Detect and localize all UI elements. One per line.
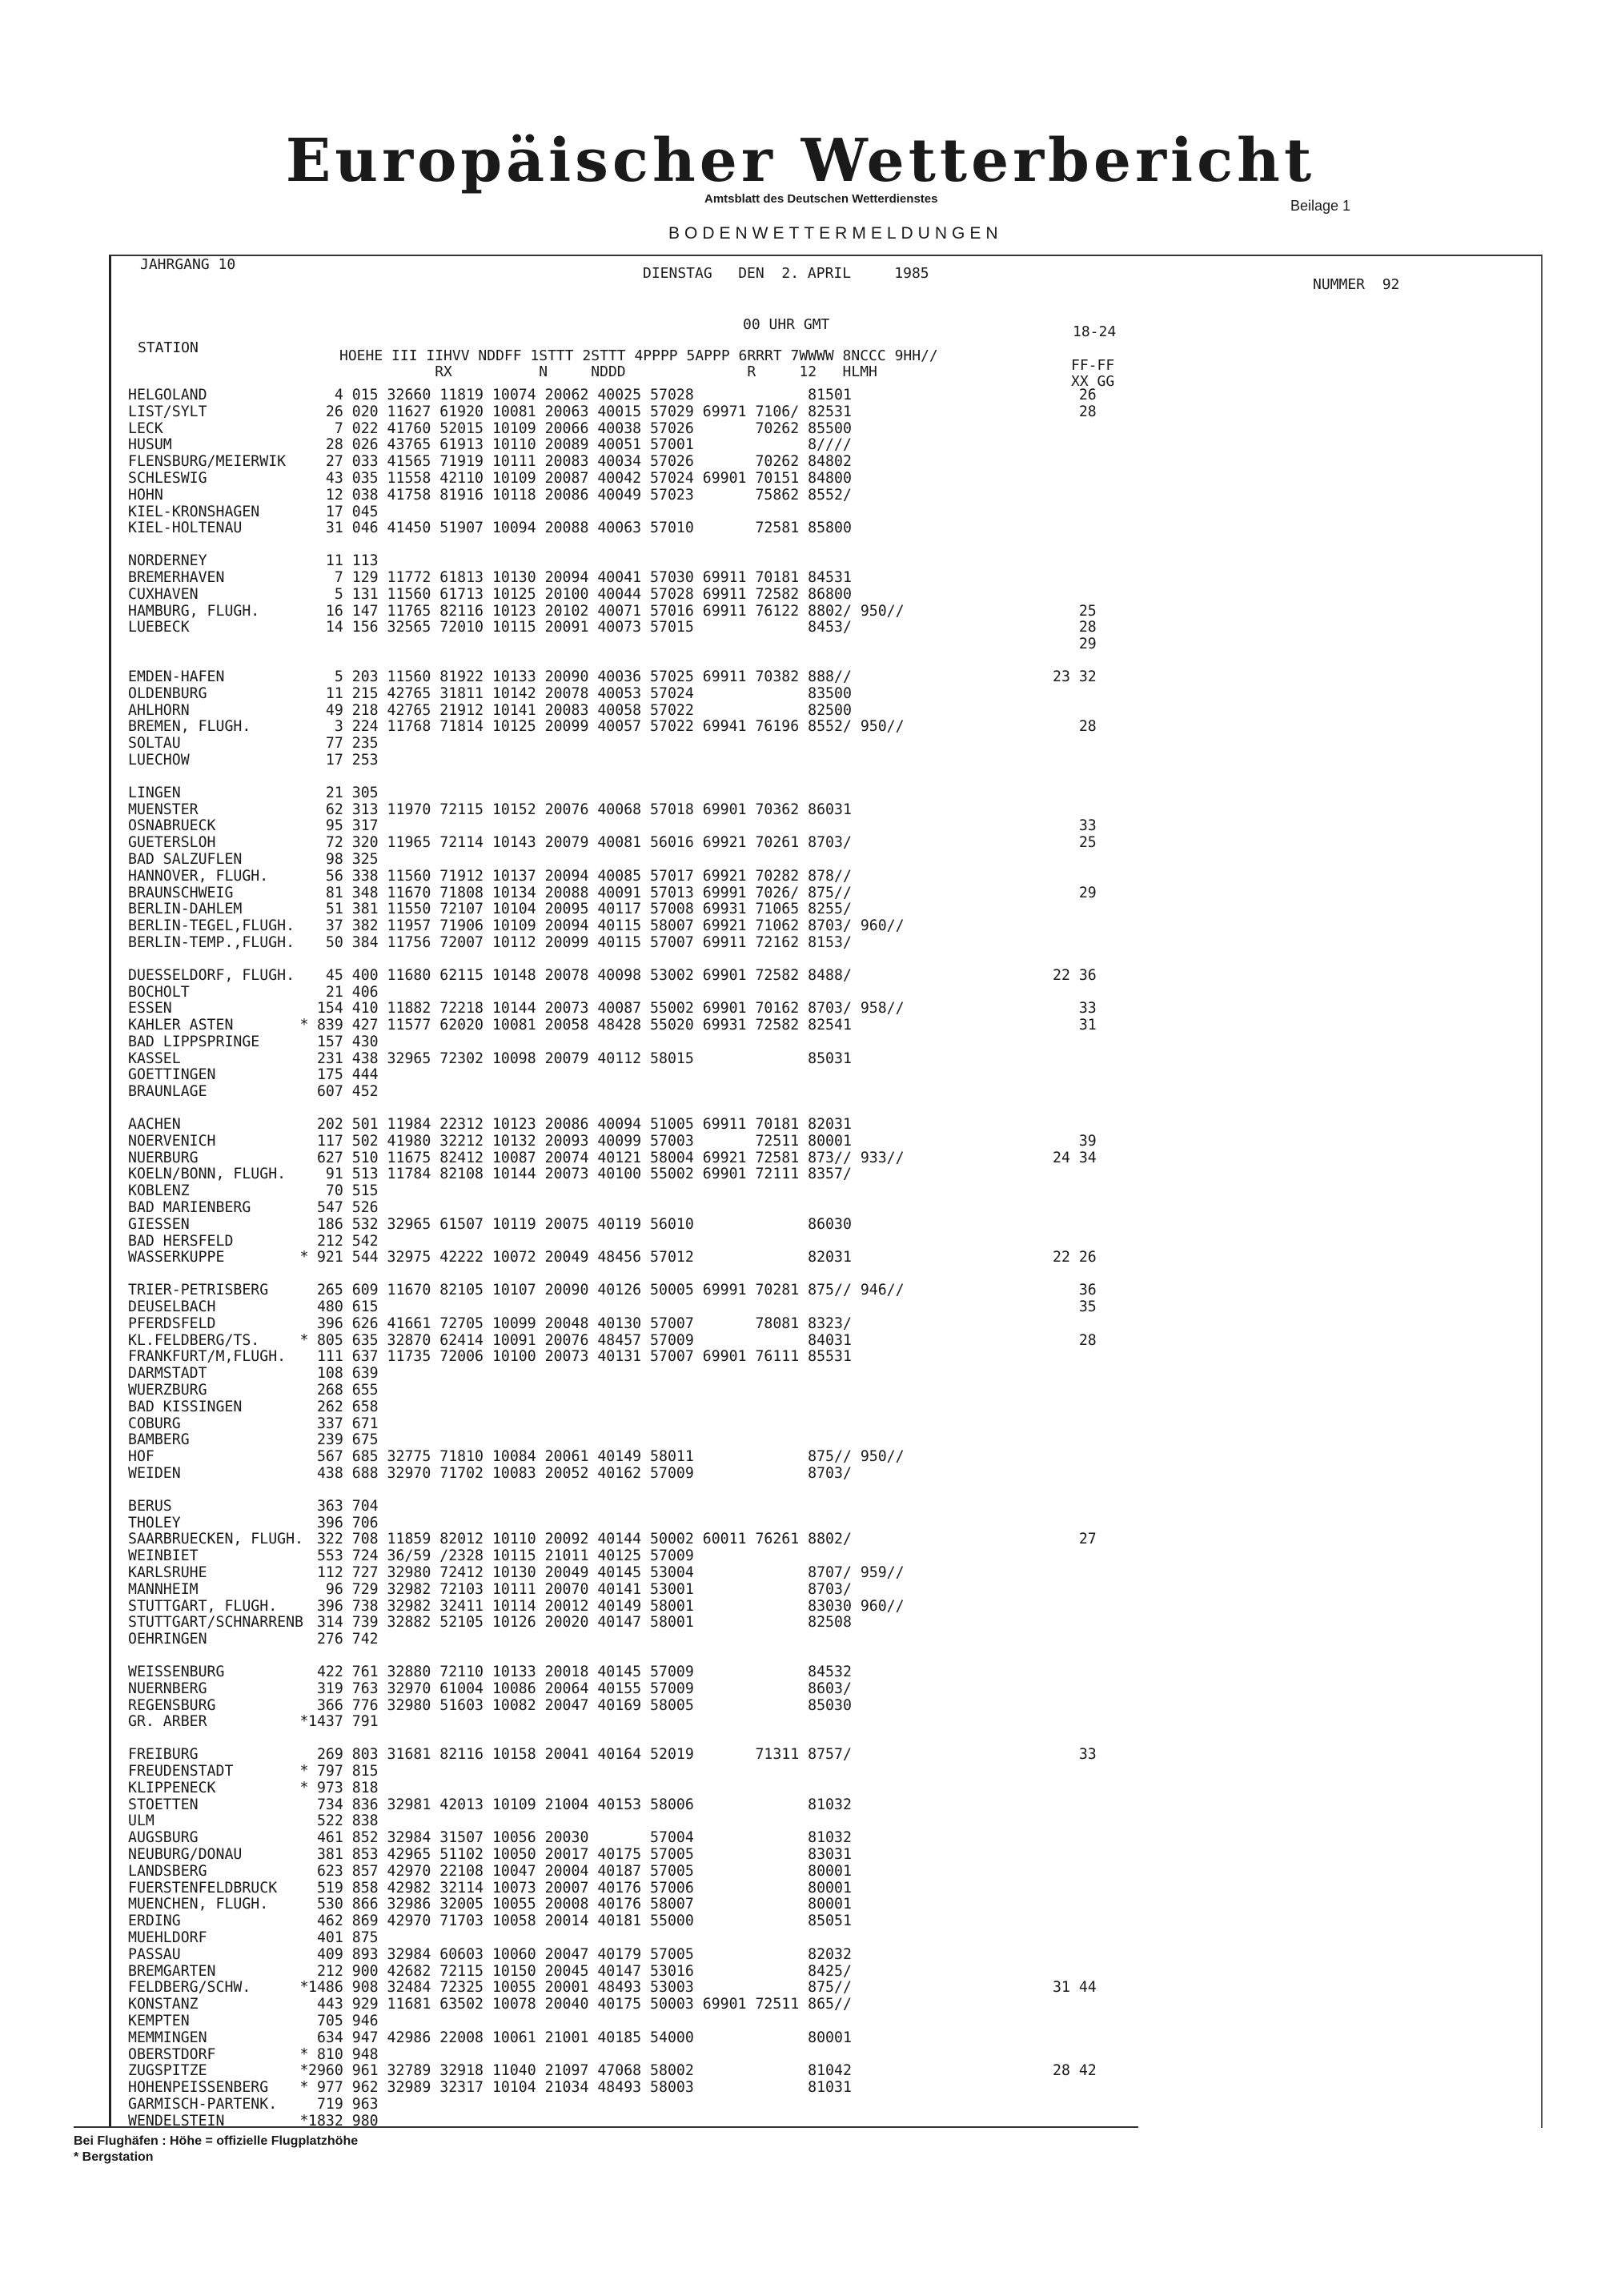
station-name: WASSERKUPPE bbox=[128, 1249, 225, 1266]
station-name: OLDENBURG bbox=[128, 684, 207, 702]
report-subtitle: Amtsblatt des Deutschen Wetterdienstes bbox=[704, 192, 938, 206]
station-name: GARMISCH-PARTENK. bbox=[128, 2095, 278, 2113]
column-header-ff-sub: XX GG bbox=[1071, 373, 1115, 390]
wind-gust-value: 31 bbox=[1053, 1017, 1097, 1034]
wind-gust-value: 31 44 bbox=[1053, 1979, 1097, 1997]
station-name: LUEBECK bbox=[128, 619, 190, 636]
station-data: 522 838 bbox=[308, 1812, 379, 1830]
station-data: 705 946 bbox=[308, 2012, 379, 2029]
station-name: WEISSENBURG bbox=[128, 1663, 225, 1680]
station-data: 734 836 32981 42013 10109 21004 40153 58006 81032 bbox=[308, 1796, 852, 1813]
station-name: ERDING bbox=[128, 1913, 181, 1930]
station-data: 27 033 41565 71919 10111 20083 40034 57026 70262 84802 bbox=[308, 453, 852, 471]
station-data: 797 815 bbox=[308, 1762, 379, 1780]
station-data: 422 761 32880 72110 10133 20018 40145 57009 84532 bbox=[308, 1663, 852, 1680]
station-name: BREMEN, FLUGH. bbox=[128, 718, 251, 736]
station-data: 175 444 bbox=[308, 1066, 379, 1084]
station-name: MUEHLDORF bbox=[128, 1929, 207, 1946]
station-name: DUESSELDORF, FLUGH. bbox=[128, 966, 295, 984]
station-data: 401 875 bbox=[308, 1929, 379, 1946]
station-data: 154 410 11882 72218 10144 20073 40087 55002 69901 70162 8703/ 958// bbox=[308, 1000, 905, 1018]
wind-gust-value: 33 bbox=[1053, 1000, 1097, 1018]
station-data: 363 704 bbox=[308, 1497, 379, 1515]
station-name: KOELN/BONN, FLUGH. bbox=[128, 1166, 287, 1183]
station-data: 11 215 42765 31811 10142 20078 40053 57024 83500 bbox=[308, 684, 852, 702]
station-name: FREIBURG bbox=[128, 1746, 199, 1764]
station-name: LECK bbox=[128, 419, 163, 437]
station-name: GIESSEN bbox=[128, 1215, 190, 1233]
station-name: AHLHORN bbox=[128, 701, 190, 719]
station-data: 519 858 42982 32114 10073 20007 40176 57006 80001 bbox=[308, 1879, 852, 1897]
wind-gust-value: 29 bbox=[1053, 884, 1097, 901]
station-data: 973 818 bbox=[308, 1779, 379, 1796]
station-data: 62 313 11970 72115 10152 20076 40068 57018 69901 70362 86031 bbox=[308, 801, 852, 818]
report-title: Europäischer Wetterbericht bbox=[285, 126, 1316, 195]
station-name: BREMGARTEN bbox=[128, 1962, 216, 1980]
station-data: 443 929 11681 63502 10078 20040 40175 50003 69901 72511 865// bbox=[308, 1996, 852, 2013]
station-name: KASSEL bbox=[128, 1050, 181, 1067]
station-data: 5 203 11560 81922 10133 20090 40036 57025 69911 70382 888// bbox=[308, 668, 852, 685]
wind-gust-value: 26 bbox=[1053, 387, 1097, 403]
station-name: AUGSBURG bbox=[128, 1829, 199, 1847]
station-name: PASSAU bbox=[128, 1945, 181, 1963]
station-data: 186 532 32965 61507 10119 20075 40119 56010 86030 bbox=[308, 1215, 852, 1233]
station-name: HELGOLAND bbox=[128, 387, 207, 403]
wind-gust-value: 25 bbox=[1053, 834, 1097, 852]
mountain-marker: * bbox=[299, 2045, 309, 2063]
station-name: OSNABRUECK bbox=[128, 817, 216, 835]
station-name: KAHLER ASTEN bbox=[128, 1017, 234, 1034]
station-name: KL.FELDBERG/TS. bbox=[128, 1331, 260, 1349]
station-name: AACHEN bbox=[128, 1116, 181, 1134]
mountain-marker: * bbox=[299, 2062, 309, 2080]
station-data: 70 515 bbox=[308, 1182, 379, 1200]
station-name: GUETERSLOH bbox=[128, 834, 216, 852]
station-name: OBERSTDORF bbox=[128, 2045, 216, 2063]
station-data: 111 637 11735 72006 10100 20073 40131 57007 69901 76111 85531 bbox=[308, 1348, 852, 1366]
station-name: MANNHEIM bbox=[128, 1580, 199, 1598]
station-name: ESSEN bbox=[128, 1000, 172, 1018]
station-data: 265 609 11670 82105 10107 20090 40126 50005 69991 70281 875// 946// bbox=[308, 1282, 905, 1299]
station-name: STUTTGART, FLUGH. bbox=[128, 1597, 278, 1615]
station-name: KONSTANZ bbox=[128, 1996, 199, 2013]
station-name: KARLSRUHE bbox=[128, 1564, 207, 1581]
station-name: ZUGSPITZE bbox=[128, 2062, 207, 2080]
station-data: 231 438 32965 72302 10098 20079 40112 58015 85031 bbox=[308, 1050, 852, 1067]
station-data: 14 156 32565 72010 10115 20091 40073 57015 8453/ bbox=[308, 619, 852, 636]
mountain-marker: * bbox=[299, 1017, 309, 1034]
station-data: 51 381 11550 72107 10104 20095 40117 57008 69931 71065 8255/ bbox=[308, 901, 852, 918]
station-data: 627 510 11675 82412 10087 20074 40121 58004 69921 72581 873// 933// bbox=[308, 1149, 905, 1166]
station-data: 810 948 bbox=[308, 2045, 379, 2063]
station-name: OEHRINGEN bbox=[128, 1631, 207, 1648]
station-data: 5 131 11560 61713 10125 20100 40044 57028 69911 72582 86800 bbox=[308, 585, 852, 603]
station-data: 11 113 bbox=[308, 552, 379, 570]
station-data: 268 655 bbox=[308, 1382, 379, 1399]
station-name: MUENSTER bbox=[128, 801, 199, 818]
station-data: 72 320 11965 72114 10143 20079 40081 56016 69921 70261 8703/ bbox=[308, 834, 852, 852]
station-data: 21 406 bbox=[308, 983, 379, 1001]
station-name: BERUS bbox=[128, 1497, 172, 1515]
station-data: 530 866 32986 32005 10055 20008 40176 58007 80001 bbox=[308, 1896, 852, 1913]
station-data: 112 727 32980 72412 10130 20049 40145 53004 8707/ 959// bbox=[308, 1564, 905, 1581]
station-data: 17 253 bbox=[308, 751, 379, 769]
station-data: 4 015 32660 11819 10074 20062 40025 57028 81501 bbox=[308, 387, 852, 403]
station-name: GR. ARBER bbox=[128, 1713, 207, 1731]
station-name: FREUDENSTADT bbox=[128, 1762, 234, 1780]
column-header-station: STATION bbox=[138, 339, 199, 356]
section-heading: BODENWETTERMELDUNGEN bbox=[668, 224, 1003, 243]
station-name: HOF bbox=[128, 1448, 154, 1466]
column-header-ff: FF-FF bbox=[1071, 357, 1115, 374]
wind-range-label: 18-24 bbox=[1073, 323, 1117, 340]
station-data: 28 026 43765 61913 10110 20089 40051 57001 8//// bbox=[308, 436, 852, 454]
station-data: 108 639 bbox=[308, 1365, 379, 1383]
station-name: BRAUNSCHWEIG bbox=[128, 884, 234, 901]
station-data: 117 502 41980 32212 10132 20093 40099 57003 72511 80001 bbox=[308, 1132, 852, 1150]
station-data: 462 869 42970 71703 10058 20014 40181 55000 85051 bbox=[308, 1913, 852, 1930]
station-name: SOLTAU bbox=[128, 735, 181, 753]
station-name: WUERZBURG bbox=[128, 1382, 207, 1399]
column-header-codes-sub: RX N NDDD R 12 HLMH bbox=[339, 363, 877, 380]
mountain-marker: * bbox=[299, 1713, 309, 1731]
station-name: SAARBRUECKEN, FLUGH. bbox=[128, 1531, 303, 1548]
station-data: 45 400 11680 62115 10148 20078 40098 53002 69901 72582 8488/ bbox=[308, 966, 852, 984]
station-name: STOETTEN bbox=[128, 1796, 199, 1813]
station-data: 805 635 32870 62414 10091 20076 48457 57009 84031 bbox=[308, 1331, 852, 1349]
station-name: WENDELSTEIN bbox=[128, 2112, 225, 2129]
station-data: 319 763 32970 61004 10086 20064 40155 57009 8603/ bbox=[308, 1680, 852, 1697]
mountain-marker: * bbox=[299, 2079, 309, 2097]
station-name: KIEL-KRONSHAGEN bbox=[128, 503, 260, 520]
station-name: FRANKFURT/M,FLUGH. bbox=[128, 1348, 287, 1366]
wind-gust-value: 28 bbox=[1053, 1331, 1097, 1349]
station-name: DARMSTADT bbox=[128, 1365, 207, 1383]
station-name: HOHENPEISSENBERG bbox=[128, 2079, 269, 2097]
station-name: HAMBURG, FLUGH. bbox=[128, 602, 260, 620]
station-data: 396 738 32982 32411 10114 20012 40149 58001 83030 960// bbox=[308, 1597, 905, 1615]
station-data: 1832 980 bbox=[308, 2112, 379, 2129]
mountain-marker: * bbox=[299, 1779, 309, 1796]
footnote-airports: Bei Flughäfen : Höhe = offizielle Flugplatzhöhe bbox=[74, 2134, 359, 2148]
station-data: 719 963 bbox=[308, 2095, 379, 2113]
station-name: NORDERNEY bbox=[128, 552, 207, 570]
station-name: MUENCHEN, FLUGH. bbox=[128, 1896, 269, 1913]
observation-time: 00 UHR GMT bbox=[743, 316, 830, 333]
station-name: KOBLENZ bbox=[128, 1182, 190, 1200]
station-name: HANNOVER, FLUGH. bbox=[128, 867, 269, 885]
station-name: EMDEN-HAFEN bbox=[128, 668, 225, 685]
station-data: 239 675 bbox=[308, 1431, 379, 1449]
station-data: 7 129 11772 61813 10130 20094 40041 57030 69911 70181 84531 bbox=[308, 568, 852, 586]
wind-gust-value: 28 42 bbox=[1053, 2062, 1097, 2080]
station-name: LINGEN bbox=[128, 784, 181, 801]
station-data: 381 853 42965 51102 10050 20017 40175 57005 83031 bbox=[308, 1845, 852, 1863]
station-name: THOLEY bbox=[128, 1514, 181, 1531]
station-name: LIST/SYLT bbox=[128, 403, 207, 420]
station-name: KIEL-HOLTENAU bbox=[128, 520, 243, 537]
station-data: 623 857 42970 22108 10047 20004 40187 57005 80001 bbox=[308, 1862, 852, 1880]
station-data: 547 526 bbox=[308, 1199, 379, 1217]
station-data: 16 147 11765 82116 10123 20102 40071 57016 69911 76122 8802/ 950// bbox=[308, 602, 905, 620]
station-data: 2960 961 32789 32918 11040 21097 47068 58002 81042 bbox=[308, 2062, 852, 2080]
station-data: 56 338 11560 71912 10137 20094 40085 57017 69921 70282 878// bbox=[308, 867, 852, 885]
station-data: 3 224 11768 71814 10125 20099 40057 57022 69941 76196 8552/ 950// bbox=[308, 718, 905, 736]
station-data: 26 020 11627 61920 10081 20063 40015 57029 69971 7106/ 82531 bbox=[308, 403, 852, 420]
station-name: REGENSBURG bbox=[128, 1696, 216, 1714]
station-data: 77 235 bbox=[308, 735, 379, 753]
station-name: BAD HERSFELD bbox=[128, 1232, 234, 1250]
station-data: 98 325 bbox=[308, 850, 379, 868]
wind-gust-value: 22 26 bbox=[1053, 1249, 1097, 1266]
station-name: STUTTGART/SCHNARRENB bbox=[128, 1614, 303, 1632]
station-name: HUSUM bbox=[128, 436, 172, 454]
station-name: KLIPPENECK bbox=[128, 1779, 216, 1796]
station-data: 322 708 11859 82012 10110 20092 40144 50002 60011 76261 8802/ bbox=[308, 1531, 852, 1548]
station-name: PFERDSFELD bbox=[128, 1315, 216, 1332]
station-data: 157 430 bbox=[308, 1033, 379, 1050]
wind-gust-value: 39 bbox=[1053, 1132, 1097, 1150]
wind-gust-value: 33 bbox=[1053, 1746, 1097, 1764]
station-data: 212 900 42682 72115 10150 20045 40147 53016 8425/ bbox=[308, 1962, 852, 1980]
station-data: 438 688 32970 71702 10083 20052 40162 57009 8703/ bbox=[308, 1465, 852, 1483]
wind-gust-value: 28 bbox=[1053, 403, 1097, 420]
station-data: 409 893 32984 60603 10060 20047 40179 57005 82032 bbox=[308, 1945, 852, 1963]
mountain-marker: * bbox=[299, 1979, 309, 1997]
station-name: BERLIN-TEMP.,FLUGH. bbox=[128, 933, 295, 951]
station-data: 553 724 36/59 /2328 10115 21011 40125 57009 bbox=[308, 1547, 694, 1565]
station-name: ULM bbox=[128, 1812, 154, 1830]
station-data: 7 022 41760 52015 10109 20066 40038 57026 70262 85500 bbox=[308, 419, 852, 437]
station-name: MEMMINGEN bbox=[128, 2029, 207, 2046]
station-name: BAMBERG bbox=[128, 1431, 190, 1449]
mountain-marker: * bbox=[299, 1249, 309, 1266]
station-data: 1486 908 32484 72325 10055 20001 48493 53003 875// bbox=[308, 1979, 852, 1997]
station-data: 461 852 32984 31507 10056 20030 57004 81032 bbox=[308, 1829, 852, 1847]
station-data: 634 947 42986 22008 10061 21001 40185 54000 80001 bbox=[308, 2029, 852, 2046]
station-name: WEIDEN bbox=[128, 1465, 181, 1483]
wind-gust-value: 36 bbox=[1053, 1282, 1097, 1299]
station-name: BERLIN-DAHLEM bbox=[128, 901, 243, 918]
station-name: BAD SALZUFLEN bbox=[128, 850, 243, 868]
mountain-marker: * bbox=[299, 1331, 309, 1349]
frame-bottom-rule bbox=[74, 2126, 1138, 2128]
date-label: DIENSTAG DEN 2. APRIL 1985 bbox=[643, 265, 929, 282]
station-data: 921 544 32975 42222 10072 20049 48456 57012 82031 bbox=[308, 1249, 852, 1266]
station-data: 269 803 31681 82116 10158 20041 40164 52019 71311 8757/ bbox=[308, 1746, 852, 1764]
station-data: 95 317 bbox=[308, 817, 379, 835]
station-name: DEUSELBACH bbox=[128, 1299, 216, 1316]
station-data: 839 427 11577 62020 10081 20058 48428 55020 69931 72582 82541 bbox=[308, 1017, 852, 1034]
station-name: BRAUNLAGE bbox=[128, 1083, 207, 1101]
station-name: BOCHOLT bbox=[128, 983, 190, 1001]
station-data: 212 542 bbox=[308, 1232, 379, 1250]
station-name: SCHLESWIG bbox=[128, 469, 207, 487]
station-data: 276 742 bbox=[308, 1631, 379, 1648]
station-name: LUECHOW bbox=[128, 751, 190, 769]
station-name: BAD LIPPSPRINGE bbox=[128, 1033, 260, 1050]
mountain-marker: * bbox=[299, 1762, 309, 1780]
wind-gust-value: 29 bbox=[1053, 636, 1097, 653]
wind-gust-value: 25 bbox=[1053, 602, 1097, 620]
station-name: BAD MARIENBERG bbox=[128, 1199, 251, 1217]
station-name: NUERNBERG bbox=[128, 1680, 207, 1697]
footnote-mountain-station: * Bergstation bbox=[74, 2150, 154, 2164]
jahrgang-label: JAHRGANG 10 bbox=[140, 256, 236, 273]
station-data: 337 671 bbox=[308, 1415, 379, 1432]
station-name: NEUBURG/DONAU bbox=[128, 1845, 243, 1863]
station-data: 21 305 bbox=[308, 784, 379, 801]
station-name: WEINBIET bbox=[128, 1547, 199, 1565]
station-name: FUERSTENFELDBRUCK bbox=[128, 1879, 278, 1897]
station-data: 262 658 bbox=[308, 1398, 379, 1415]
wind-gust-value: 27 bbox=[1053, 1531, 1097, 1548]
station-data: 12 038 41758 81916 10118 20086 40049 57023 75862 8552/ bbox=[308, 486, 852, 504]
station-name: BREMERHAVEN bbox=[128, 568, 225, 586]
wind-gust-value: 35 bbox=[1053, 1299, 1097, 1316]
station-data: 17 045 bbox=[308, 503, 379, 520]
station-name: NOERVENICH bbox=[128, 1132, 216, 1150]
station-name: TRIER-PETRISBERG bbox=[128, 1282, 269, 1299]
wind-gust-value: 23 32 bbox=[1053, 668, 1097, 685]
issue-number: NUMMER 92 bbox=[1313, 276, 1400, 293]
station-data: 314 739 32882 52105 10126 20020 40147 58001 82508 bbox=[308, 1614, 852, 1632]
mountain-marker: * bbox=[299, 2112, 309, 2129]
station-name: COBURG bbox=[128, 1415, 181, 1432]
wind-gust-value: 28 bbox=[1053, 619, 1097, 636]
wind-gust-value: 28 bbox=[1053, 718, 1097, 736]
wind-gust-value: 24 34 bbox=[1053, 1149, 1097, 1166]
station-data: 49 218 42765 21912 10141 20083 40058 57022 82500 bbox=[308, 701, 852, 719]
station-name: HOHN bbox=[128, 486, 163, 504]
station-name: FLENSBURG/MEIERWIK bbox=[128, 453, 287, 471]
station-name: GOETTINGEN bbox=[128, 1066, 216, 1084]
station-name: KEMPTEN bbox=[128, 2012, 190, 2029]
station-data: 366 776 32980 51603 10082 20047 40169 58005 85030 bbox=[308, 1696, 852, 1714]
wind-gust-value: 22 36 bbox=[1053, 966, 1097, 984]
station-data: 480 615 bbox=[308, 1299, 379, 1316]
station-data: 396 706 bbox=[308, 1514, 379, 1531]
column-header-codes: HOEHE III IIHVV NDDFF 1STTT 2STTT 4PPPP 5APPP 6RRRT 7WWWW 8NCCC 9HH// bbox=[339, 347, 938, 364]
station-name: FELDBERG/SCHW. bbox=[128, 1979, 251, 1997]
station-data: 567 685 32775 71810 10084 20061 40149 58011 875// 950// bbox=[308, 1448, 905, 1466]
station-data: 396 626 41661 72705 10099 20048 40130 57007 78081 8323/ bbox=[308, 1315, 852, 1332]
station-data: 96 729 32982 72103 10111 20070 40141 53001 8703/ bbox=[308, 1580, 852, 1598]
station-data: 37 382 11957 71906 10109 20094 40115 58007 69921 71062 8703/ 960// bbox=[308, 917, 905, 935]
station-data: 977 962 32989 32317 10104 21034 48493 58003 81031 bbox=[308, 2079, 852, 2097]
station-data: 81 348 11670 71808 10134 20088 40091 57013 69991 7026/ 875// bbox=[308, 884, 852, 901]
station-name: BERLIN-TEGEL,FLUGH. bbox=[128, 917, 295, 935]
station-data: 202 501 11984 22312 10123 20086 40094 51005 69911 70181 82031 bbox=[308, 1116, 852, 1134]
station-name: NUERBURG bbox=[128, 1149, 199, 1166]
station-data: 43 035 11558 42110 10109 20087 40042 57024 69901 70151 84800 bbox=[308, 469, 852, 487]
station-name: LANDSBERG bbox=[128, 1862, 207, 1880]
station-data: 31 046 41450 51907 10094 20088 40063 57010 72581 85800 bbox=[308, 520, 852, 537]
beilage-label: Beilage 1 bbox=[1290, 198, 1351, 214]
station-data: 50 384 11756 72007 10112 20099 40115 57007 69911 72162 8153/ bbox=[308, 933, 852, 951]
station-name: CUXHAVEN bbox=[128, 585, 199, 603]
station-data: 607 452 bbox=[308, 1083, 379, 1101]
station-name: BAD KISSINGEN bbox=[128, 1398, 243, 1415]
station-data: 91 513 11784 82108 10144 20073 40100 55002 69901 72111 8357/ bbox=[308, 1166, 852, 1183]
station-data: 1437 791 bbox=[308, 1713, 379, 1731]
wind-gust-value: 33 bbox=[1053, 817, 1097, 835]
